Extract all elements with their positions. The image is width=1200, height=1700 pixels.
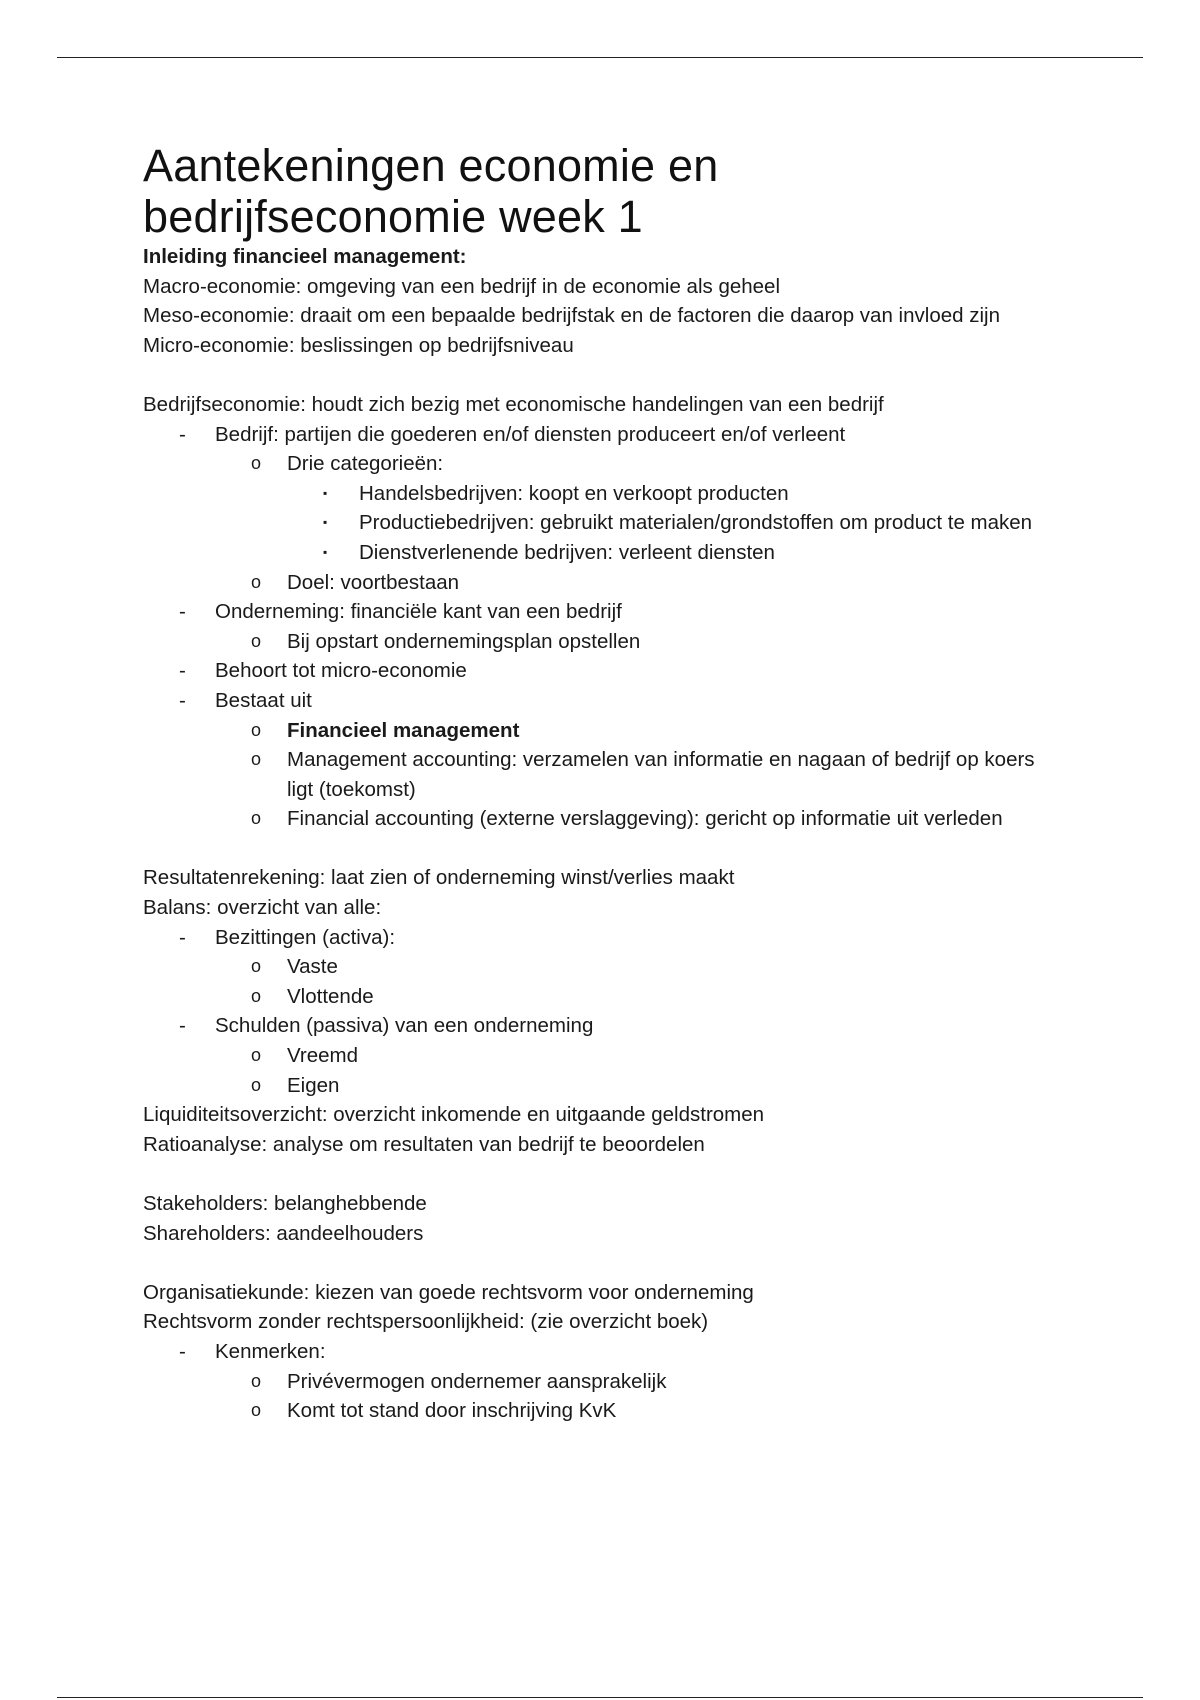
text-line: Balans: overzicht van alle: [143, 896, 382, 920]
list-item-text: Onderneming: financiële kant van een bedrijf [215, 600, 622, 624]
page-title: Aantekeningen economie en bedrijfseconomie week 1 [143, 140, 719, 242]
list-item [143, 952, 1063, 982]
list-item [143, 1337, 1063, 1367]
list-item [143, 716, 1063, 746]
list-item [143, 508, 1063, 538]
text-line: Shareholders: aandeelhouders [143, 1221, 424, 1245]
text-line: Macro-economie: omgeving van een bedrijf in de economie als geheel [143, 274, 781, 298]
circle-bullet: o [251, 985, 262, 1006]
list-item-text: Privévermogen ondernemer aansprakelijk [287, 1369, 667, 1393]
list-item-text: Financial accounting (externe verslaggeving): gericht op informatie uit verleden [287, 807, 1003, 831]
spacer [143, 834, 1063, 864]
list-item [143, 449, 1063, 479]
list-item [143, 1071, 1063, 1101]
list-item-text: Eigen [287, 1073, 340, 1097]
circle-bullet: o [251, 719, 262, 740]
list-item [143, 1011, 1063, 1041]
circle-bullet: o [251, 1370, 262, 1391]
list-item-text: Management accounting: verzamelen van informatie en nagaan of bedrijf op koers ligt (toekomst) [287, 748, 1035, 801]
circle-bullet: o [251, 749, 262, 770]
list-item-text: Doel: voortbestaan [287, 570, 460, 594]
circle-bullet: o [251, 1045, 262, 1066]
list-item [143, 568, 1063, 598]
list-item-text: Kenmerken: [215, 1339, 326, 1363]
list-item [143, 923, 1063, 953]
list-item [143, 420, 1063, 450]
spacer [143, 1159, 1063, 1189]
text-line: Stakeholders: belanghebbende [143, 1192, 427, 1215]
list-item [143, 686, 1063, 716]
list-item-text: Vlottende [287, 984, 374, 1008]
dash-bullet: - [179, 688, 186, 712]
text-line: Micro-economie: beslissingen op bedrijfsniveau [143, 333, 574, 357]
list-item [143, 597, 1063, 627]
list-item-text: Drie categorieën: [287, 452, 444, 476]
text-line: Rechtsvorm zonder rechtspersoonlijkheid: (zie overzicht boek) [143, 1310, 709, 1334]
dash-bullet: - [179, 1014, 186, 1038]
circle-bullet: o [251, 571, 262, 592]
square-bullet: ▪ [323, 544, 328, 559]
spacer [143, 360, 1063, 390]
list-item-text: Bestaat uit [215, 688, 312, 712]
list-item [143, 1041, 1063, 1071]
dash-bullet: - [179, 422, 186, 446]
list-item-text: Schulden (passiva) van een onderneming [215, 1014, 594, 1038]
square-bullet: ▪ [323, 515, 328, 530]
dash-bullet: - [179, 659, 186, 683]
footer-rule [57, 1697, 1143, 1698]
circle-bullet: o [251, 1400, 262, 1421]
square-bullet: ▪ [323, 485, 328, 500]
text-line: Resultatenrekening: laat zien of onderneming winst/verlies maakt [143, 866, 735, 890]
circle-bullet: o [251, 808, 262, 829]
list-item-text: Bedrijf: partijen die goederen en/of diensten produceert en/of verleent [215, 422, 846, 446]
list-item-text: Vreemd [287, 1044, 359, 1068]
dash-bullet: - [179, 1339, 186, 1363]
document-page [143, 140, 1063, 1426]
list-item [143, 804, 1063, 834]
list-item-text: Financieel management [287, 718, 520, 742]
dash-bullet: - [179, 600, 186, 624]
circle-bullet: o [251, 1074, 262, 1095]
text-line: Meso-economie: draait om een bepaalde bedrijfstak en de factoren die daarop van invloed zijn [143, 304, 1000, 328]
list-item [143, 627, 1063, 657]
section-heading: Inleiding financieel management: [143, 245, 467, 268]
spacer [143, 1248, 1063, 1278]
list-item-text: Handelsbedrijven: koopt en verkoopt producten [359, 481, 789, 505]
list-item-text: Dienstverlenende bedrijven: verleent diensten [359, 540, 775, 564]
list-item [143, 656, 1063, 686]
list-item [143, 479, 1063, 509]
circle-bullet: o [251, 630, 262, 651]
text-line: Ratioanalyse: analyse om resultaten van bedrijf te beoordelen [143, 1132, 705, 1156]
list-item-text: Bij opstart ondernemingsplan opstellen [287, 629, 641, 653]
text-line: Organisatiekunde: kiezen van goede rechtsvorm voor onderneming [143, 1280, 754, 1304]
list-item-text: Komt tot stand door inschrijving KvK [287, 1399, 617, 1423]
list-item [143, 1367, 1063, 1397]
list-item-text: Bezittingen (activa): [215, 925, 396, 949]
list-item-text: Productiebedrijven: gebruikt materialen/grondstoffen om product te maken [359, 511, 1033, 535]
dash-bullet: - [179, 925, 186, 949]
circle-bullet: o [251, 453, 262, 474]
text-line: Liquiditeitsoverzicht: overzicht inkomende en uitgaande geldstromen [143, 1103, 765, 1127]
list-item [143, 982, 1063, 1012]
text-line: Bedrijfseconomie: houdt zich bezig met economische handelingen van een bedrijf [143, 392, 884, 416]
header-rule [57, 57, 1143, 58]
list-item [143, 538, 1063, 568]
circle-bullet: o [251, 956, 262, 977]
list-item [143, 745, 1063, 804]
list-item-text: Behoort tot micro-economie [215, 659, 467, 683]
list-item-text: Vaste [287, 955, 338, 979]
list-item [143, 1396, 1063, 1426]
